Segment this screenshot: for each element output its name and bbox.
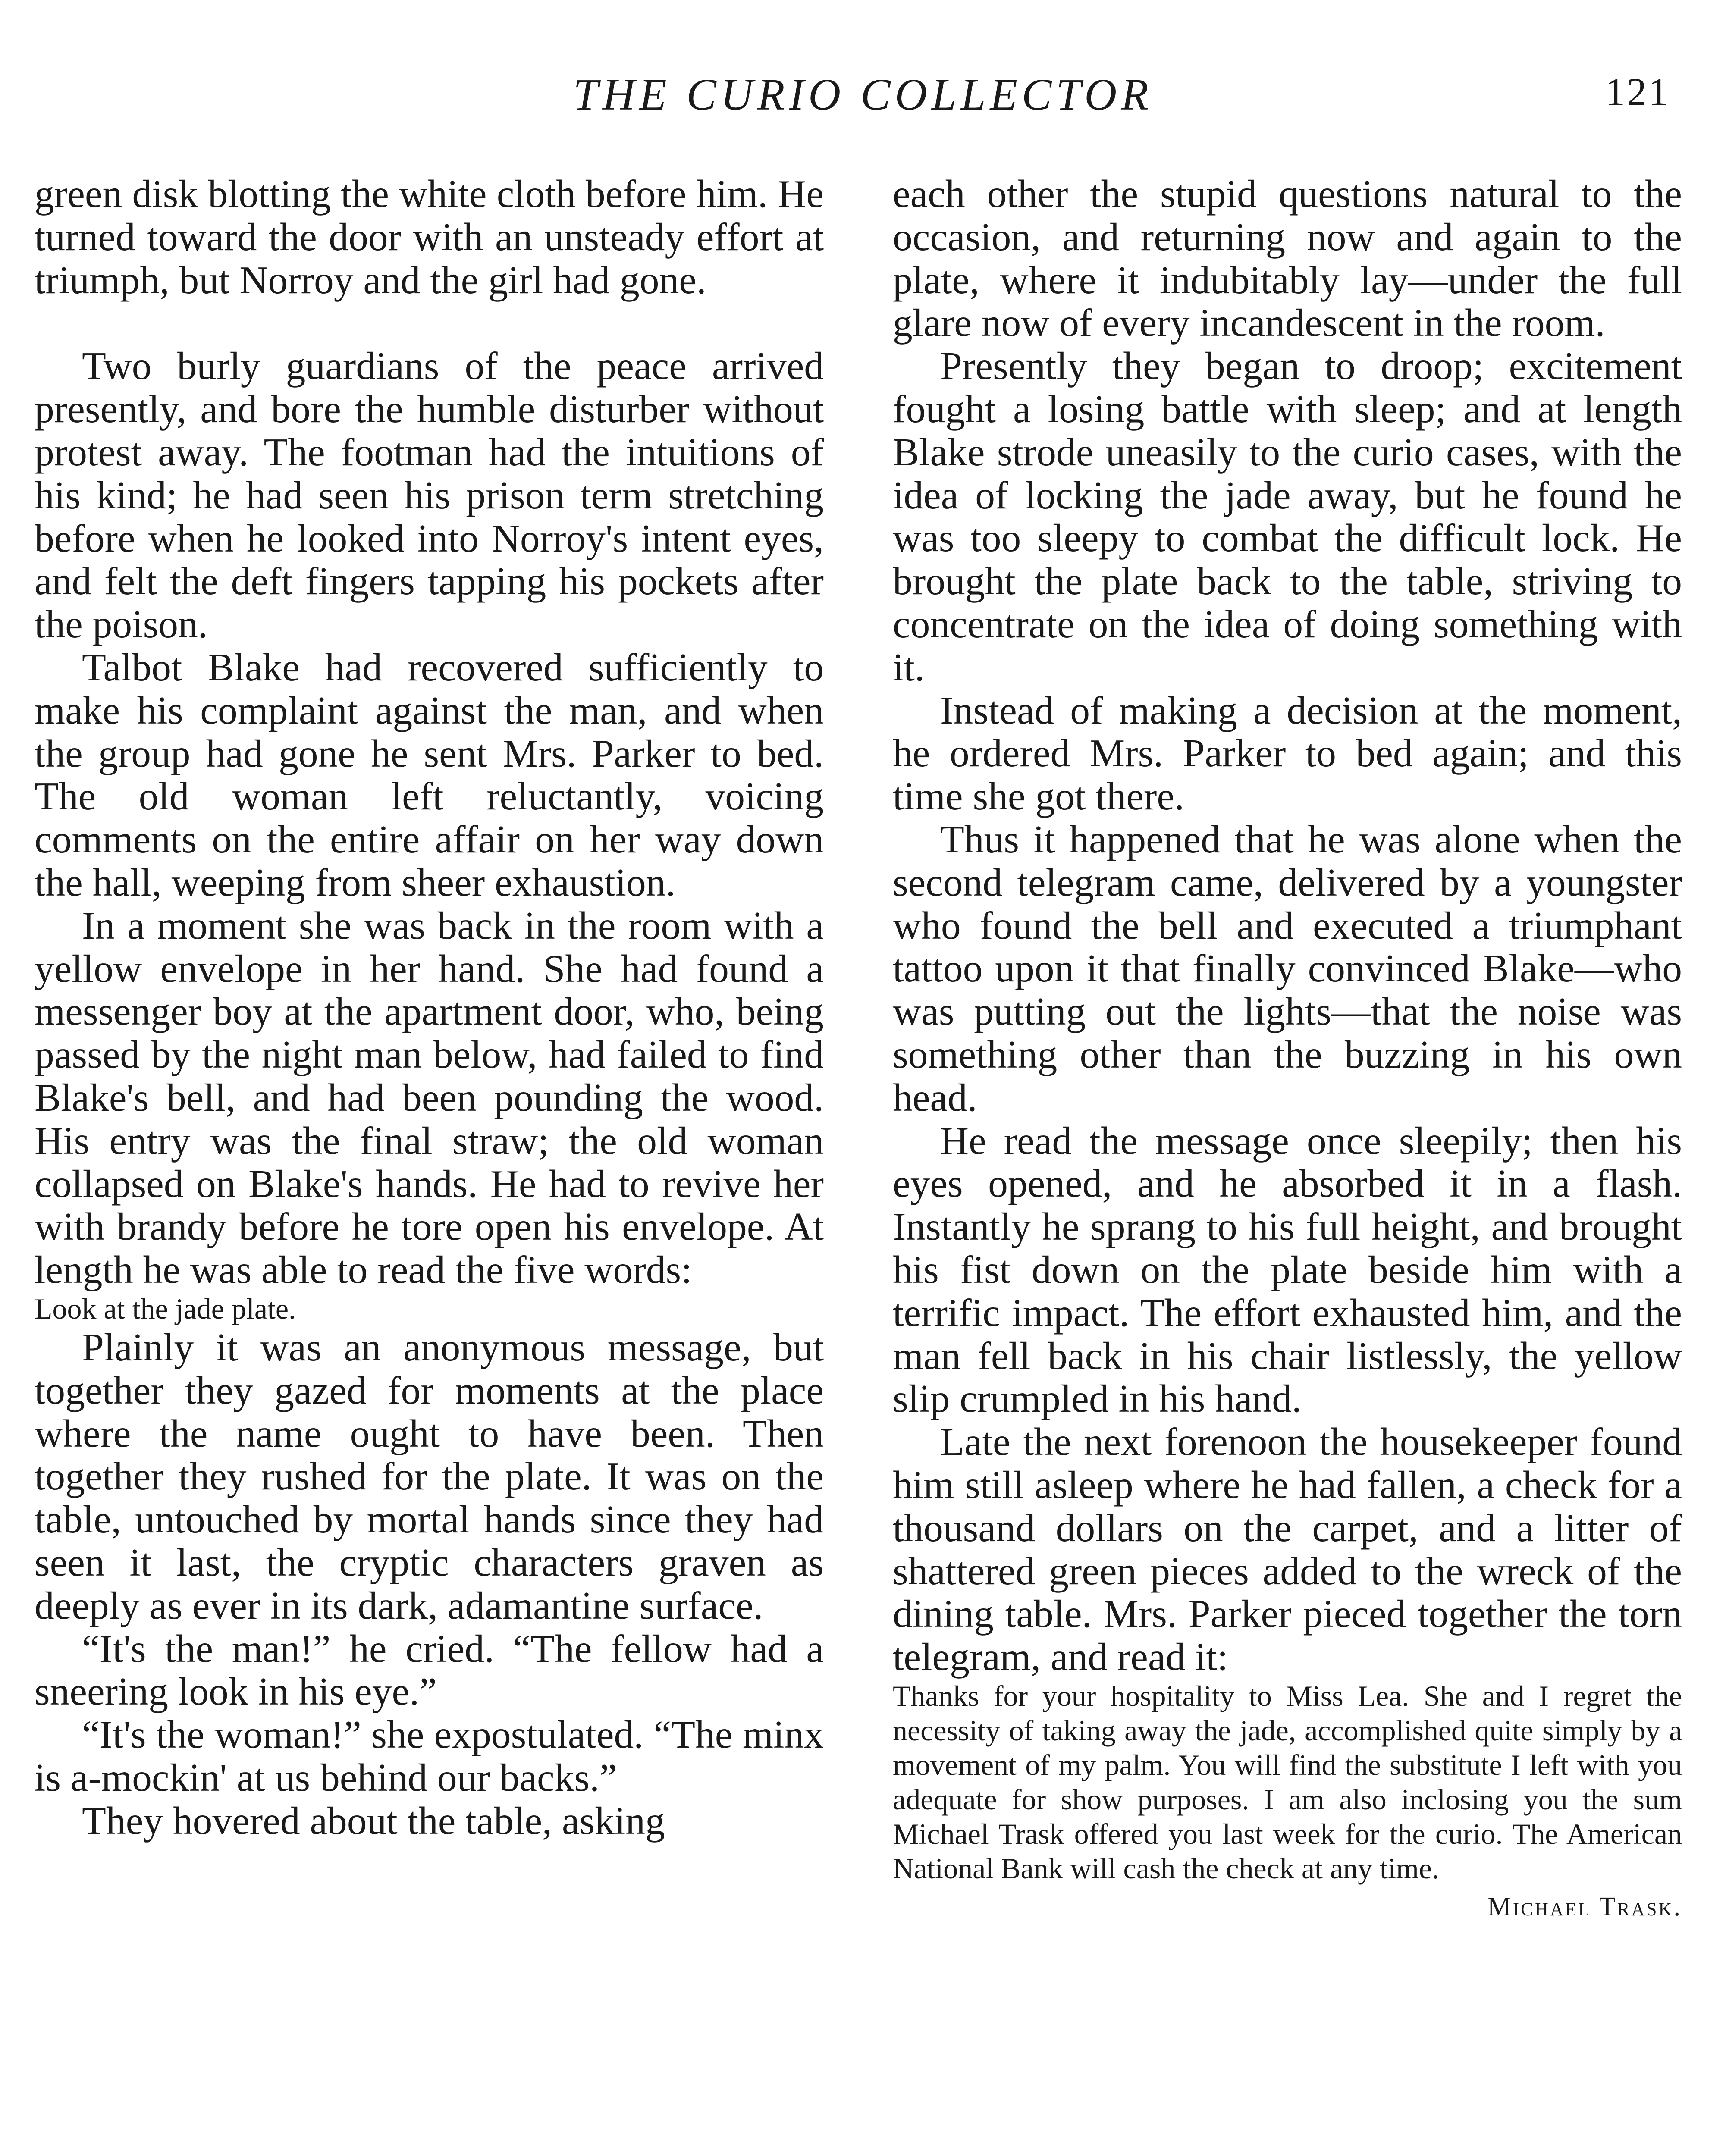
paragraph: Two burly guardians of the peace arrived presently, and bore the humble disturber without protest away. The footman had the intuitions of his kind; he had seen his prison term stretching before when he looked into Norroy's intent eyes, and felt the deft fingers tapping his pockets after the poison. <box>35 344 824 646</box>
paragraph: Presently they began to droop; excitement fought a losing battle with sleep; and at length Blake strode uneasily to the curio cases, with the idea of locking the jade away, but he found he was too sleepy to combat the difficult lock. He brought the plate back to the table, striving to concentrate on the idea of doing something with it. <box>893 344 1682 689</box>
telegram-text: Look at the jade plate. <box>35 1292 296 1325</box>
running-title: THE CURIO COLLECTOR <box>573 70 1153 119</box>
paragraph: In a moment she was back in the room with a yellow envelope in her hand. She had found a messenger boy at the apartment door, who, being passed by the night man below, had failed to find Blake's bell, and had been pounding the wood. His entry was the final straw; the old woman collapsed on Blake's hands. He had to revive her with brandy before he tore open his envelope. At length he was able to read the five words: <box>35 903 824 1292</box>
page-number: 121 <box>1605 70 1670 114</box>
telegram-signature: Michael Trask. <box>1487 1892 1682 1921</box>
paragraph: green disk blotting the white cloth before him. He turned toward the door with an unsteady effort at triumph, but Norroy and the girl had gone. <box>35 172 824 302</box>
paragraph: They hovered about the table, asking <box>82 1798 665 1843</box>
paragraph: Instead of making a decision at the moment, he ordered Mrs. Parker to bed again; and this time she got there. <box>893 688 1682 818</box>
page-header <box>0 69 1726 138</box>
paragraph: Late the next forenoon the housekeeper found him still asleep where he had fallen, a check for a thousand dollars on the carpet, and a litter of shattered green pieces added to the wreck of the dining table. Mrs. Parker pieced together the torn telegram, and read it: <box>893 1420 1682 1679</box>
right-column <box>893 172 1682 1929</box>
paragraph: Thus it happened that he was alone when the second telegram came, delivered by a youngster who found the bell and executed a triumphant tattoo upon it that finally convinced Blake—who was putting out the lights—that the noise was something other than the buzzing in his own head. <box>893 817 1682 1119</box>
paragraph: He read the message once sleepily; then his eyes opened, and he absorbed it in a flash. Instantly he sprang to his full height, and brought his fist down on the plate beside him with a terrific impact. The effort exhausted him, and the man fell back in his chair listlessly, the yellow slip crumpled in his hand. <box>893 1118 1682 1421</box>
paragraph: “It's the woman!” she expostulated. “The minx is a-mockin' at us behind our backs.” <box>35 1712 824 1799</box>
paragraph: Plainly it was an anonymous message, but together they gazed for moments at the place where the name ought to have been. Then together they rushed for the plate. It was on the table, untouched by mortal hands since they had seen it last, the cryptic characters graven as deeply as ever in its dark, adamantine surface. <box>35 1325 824 1627</box>
paragraph: “It's the man!” he cried. “The fellow had a sneering look in his eye.” <box>35 1626 824 1714</box>
paragraph: Talbot Blake had recovered sufficiently to make his complaint against the man, and when the group had gone he sent Mrs. Parker to bed. The old woman left reluctantly, voicing comments on the entire affair on her way down the hall, weeping from sheer exhaustion. <box>35 645 824 904</box>
left-column <box>35 172 824 1842</box>
paragraph: each other the stupid questions natural to the occasion, and returning now and again to the plate, where it indubitably lay—under the full glare now of every incandescent in the room. <box>893 172 1682 345</box>
telegram-text: Thanks for your hospitality to Miss Lea. She and I regret the necessity of taking away the jade, accomplished quite simply by a movement of my palm. You will find the substitute I left with you adequate for show purposes. I am also inclosing you the sum Michael Trask offered you last week for the curio. The American National Bank will cash the check at any time. <box>893 1679 1682 1885</box>
